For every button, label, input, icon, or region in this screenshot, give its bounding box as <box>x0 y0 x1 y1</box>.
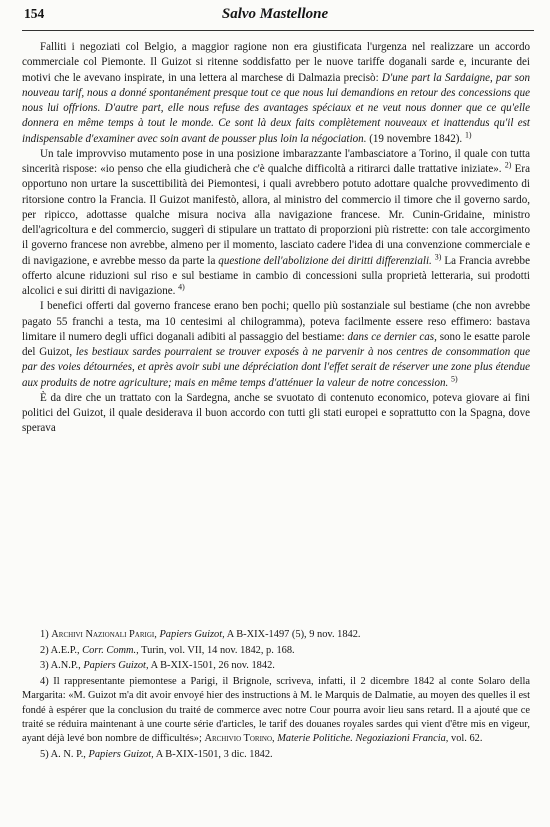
paragraph <box>22 147 530 300</box>
footnote <box>22 644 530 658</box>
text-run: A B-XIX-1501, 26 nov. 1842. <box>148 660 275 672</box>
footnote-ref: 4) <box>178 282 185 292</box>
text-run: Un tale improvviso mutamento pose in una posizione imbarazzante l'ambasciatore a Torino, il quale con tutta sincerità rispose: «io penso che ella giudicherà che c'è qualche difficoltà a ritirarci dalle trattative iniziate». <box>22 147 530 175</box>
paragraph <box>22 391 530 437</box>
text-run: Archivi Nazionali Parigi, <box>51 629 157 640</box>
paragraph <box>22 299 530 391</box>
text-run: A B-XIX-1497 (5), 9 nov. 1842. <box>224 629 361 640</box>
text-run: Era opportuno non urtare la suscettibilità dei Piemontesi, i quali avrebbero potuto adottare qualche provvedimento di ritorsione contro la Francia. Il Guizot manifestò, allora, al ministro del commercio il timore che il governo sardo, per ripicco, adottasse qualche misura nociva alla navigazione francese. Mr. Cunin-Gridaine, ministro dell'agricoltura e del commercio, suggerì di stipulare un trattato di proporzioni più ristrette: con tale accorgimento il governo francese non avrebbe, almeno per il momento, lasciato cadere l'idea di una convenzione commerciale e di navigazione, e avrebbe messo da parte la <box>22 163 530 267</box>
text-run: les bestiaux sardes pourraient se trouver exposés à ne parvenir à nos centres de consommation que par des voies détournées, et après avoir subi une dépréciation dont l'effet serait de réserver une zone plus étendue aux produits de notre agriculture; mais en même temps d'atténuer la valeur de notre concession. <box>22 346 530 389</box>
text-run: Papiers Guizot, <box>83 660 149 672</box>
footnote <box>22 628 530 642</box>
text-run: Papiers Guizot, <box>159 629 225 640</box>
text-run: 4) Il rappresentante piemontese a Parigi, il Brignole, scriveva, infatti, il 2 dicembre 1842 al conte Solaro della Margarita: «M. Guizot m'a dit avoir envoyé hier des instructions à M. le Marquis de Dalmatie, au moyen des quelles il est fondé à espérer que la conclusion du traité de commerce avec notre Cour pourra avoir lieu sans retard. Il a ajouté que ce traité se réduira maintenant à une courte série d'articles, le tarif des douanes royales sardes qui vient d'être mis en vigeur, ayant déjà levé bon nombre de difficultés»; <box>22 676 530 744</box>
page-number: 154 <box>24 6 45 21</box>
text-run: 1) <box>40 629 52 640</box>
text-run: vol. 62. <box>448 732 483 744</box>
footnote-ref: 5) <box>451 373 458 383</box>
running-title: Salvo Mastellone <box>221 6 329 22</box>
text-run: (19 novembre 1842). <box>366 132 465 145</box>
text-run: 2) A.E.P., <box>40 644 83 656</box>
footnote-ref: 2) <box>504 160 512 170</box>
text-run: Turin, vol. VII, 14 nov. 1842, p. 168. <box>138 644 295 656</box>
text-run: Corr. Comm., <box>82 644 139 656</box>
footnotes <box>22 628 530 763</box>
text-run: Falliti i negoziati col Belgio, a maggior ragione non era giustificata l'urgenza nel realizzare un accordo commerciale col Piemonte. Il Guizot si ritenne soddisfatto per le nuove tariffe doganali sarde e, incurante dei motivi che le avevano inspirate, in una lettera al marchese di Dalmazia precisò: <box>22 41 530 84</box>
text-run: La Francia avrebbe offerto alcune riduzioni sul riso e sul bestiame in cambio di concessioni sulla proprietà letteraria, sui prodotti alcolici e sui diritti di navigazione. <box>22 254 530 297</box>
footnote <box>22 675 530 746</box>
text-run: Materie Politiche. Negoziazioni Francia, <box>277 732 449 744</box>
text-run: Papiers Guizot, <box>88 748 154 760</box>
text-run: Archivio Torino, <box>204 732 275 744</box>
text-run: 5) A. N. P., <box>40 748 89 760</box>
text-run: sono le esatte parole del Guizot, <box>22 330 530 358</box>
text-run: D'une part la Sardaigne, par son nouveau tarif, nous a donné spontanément presque tout ce que nous lui demandions en retour des concessions que nous lui offrions. D'autre part, elle nous refuse des avantages spéciaux et ne veut nous donner que ce qu'elle donnera en même temps à tout le monde. Ce sont là deux faits complètement nouveaux et inattendus qu'il est indispensable d'examiner avec soin avant de pousser plus loin la négociation. <box>22 71 531 145</box>
footnote-ref: 1) <box>464 129 472 139</box>
main-text <box>22 40 530 437</box>
paragraph <box>22 40 530 147</box>
footnote <box>22 659 530 673</box>
text-run: È da dire che un trattato con la Sardegna, anche se svuotato di contenuto economico, poteva giovare ai fini politici del Guizot, il quale desiderava il buon accordo con tutti gli stati europei e soprattutto con la Spagna, dove sperava <box>22 391 530 435</box>
text-run: A B-XIX-1501, 3 dic. 1842. <box>153 748 273 760</box>
text-run: I benefici offerti dal governo francese erano ben pochi; quello più sostanziale sul bestiame (che non avrebbe pagato 55 franchi a testa, ma 10 centesimi al chilogramma), poteva facilmente essere reso effimero: bastava limitare il numero degli uffici doganali adibiti al passaggio del bestiame: <box>22 300 530 343</box>
header-rule <box>22 30 534 31</box>
footnote <box>22 748 530 762</box>
page-header <box>0 6 550 28</box>
text-run: questione dell'abolizione dei diritti differenziali. <box>218 254 432 267</box>
footnote-ref: 3) <box>434 251 442 261</box>
text-run: 3) A.N.P., <box>40 660 84 672</box>
text-run: dans ce dernier cas, <box>347 330 437 343</box>
